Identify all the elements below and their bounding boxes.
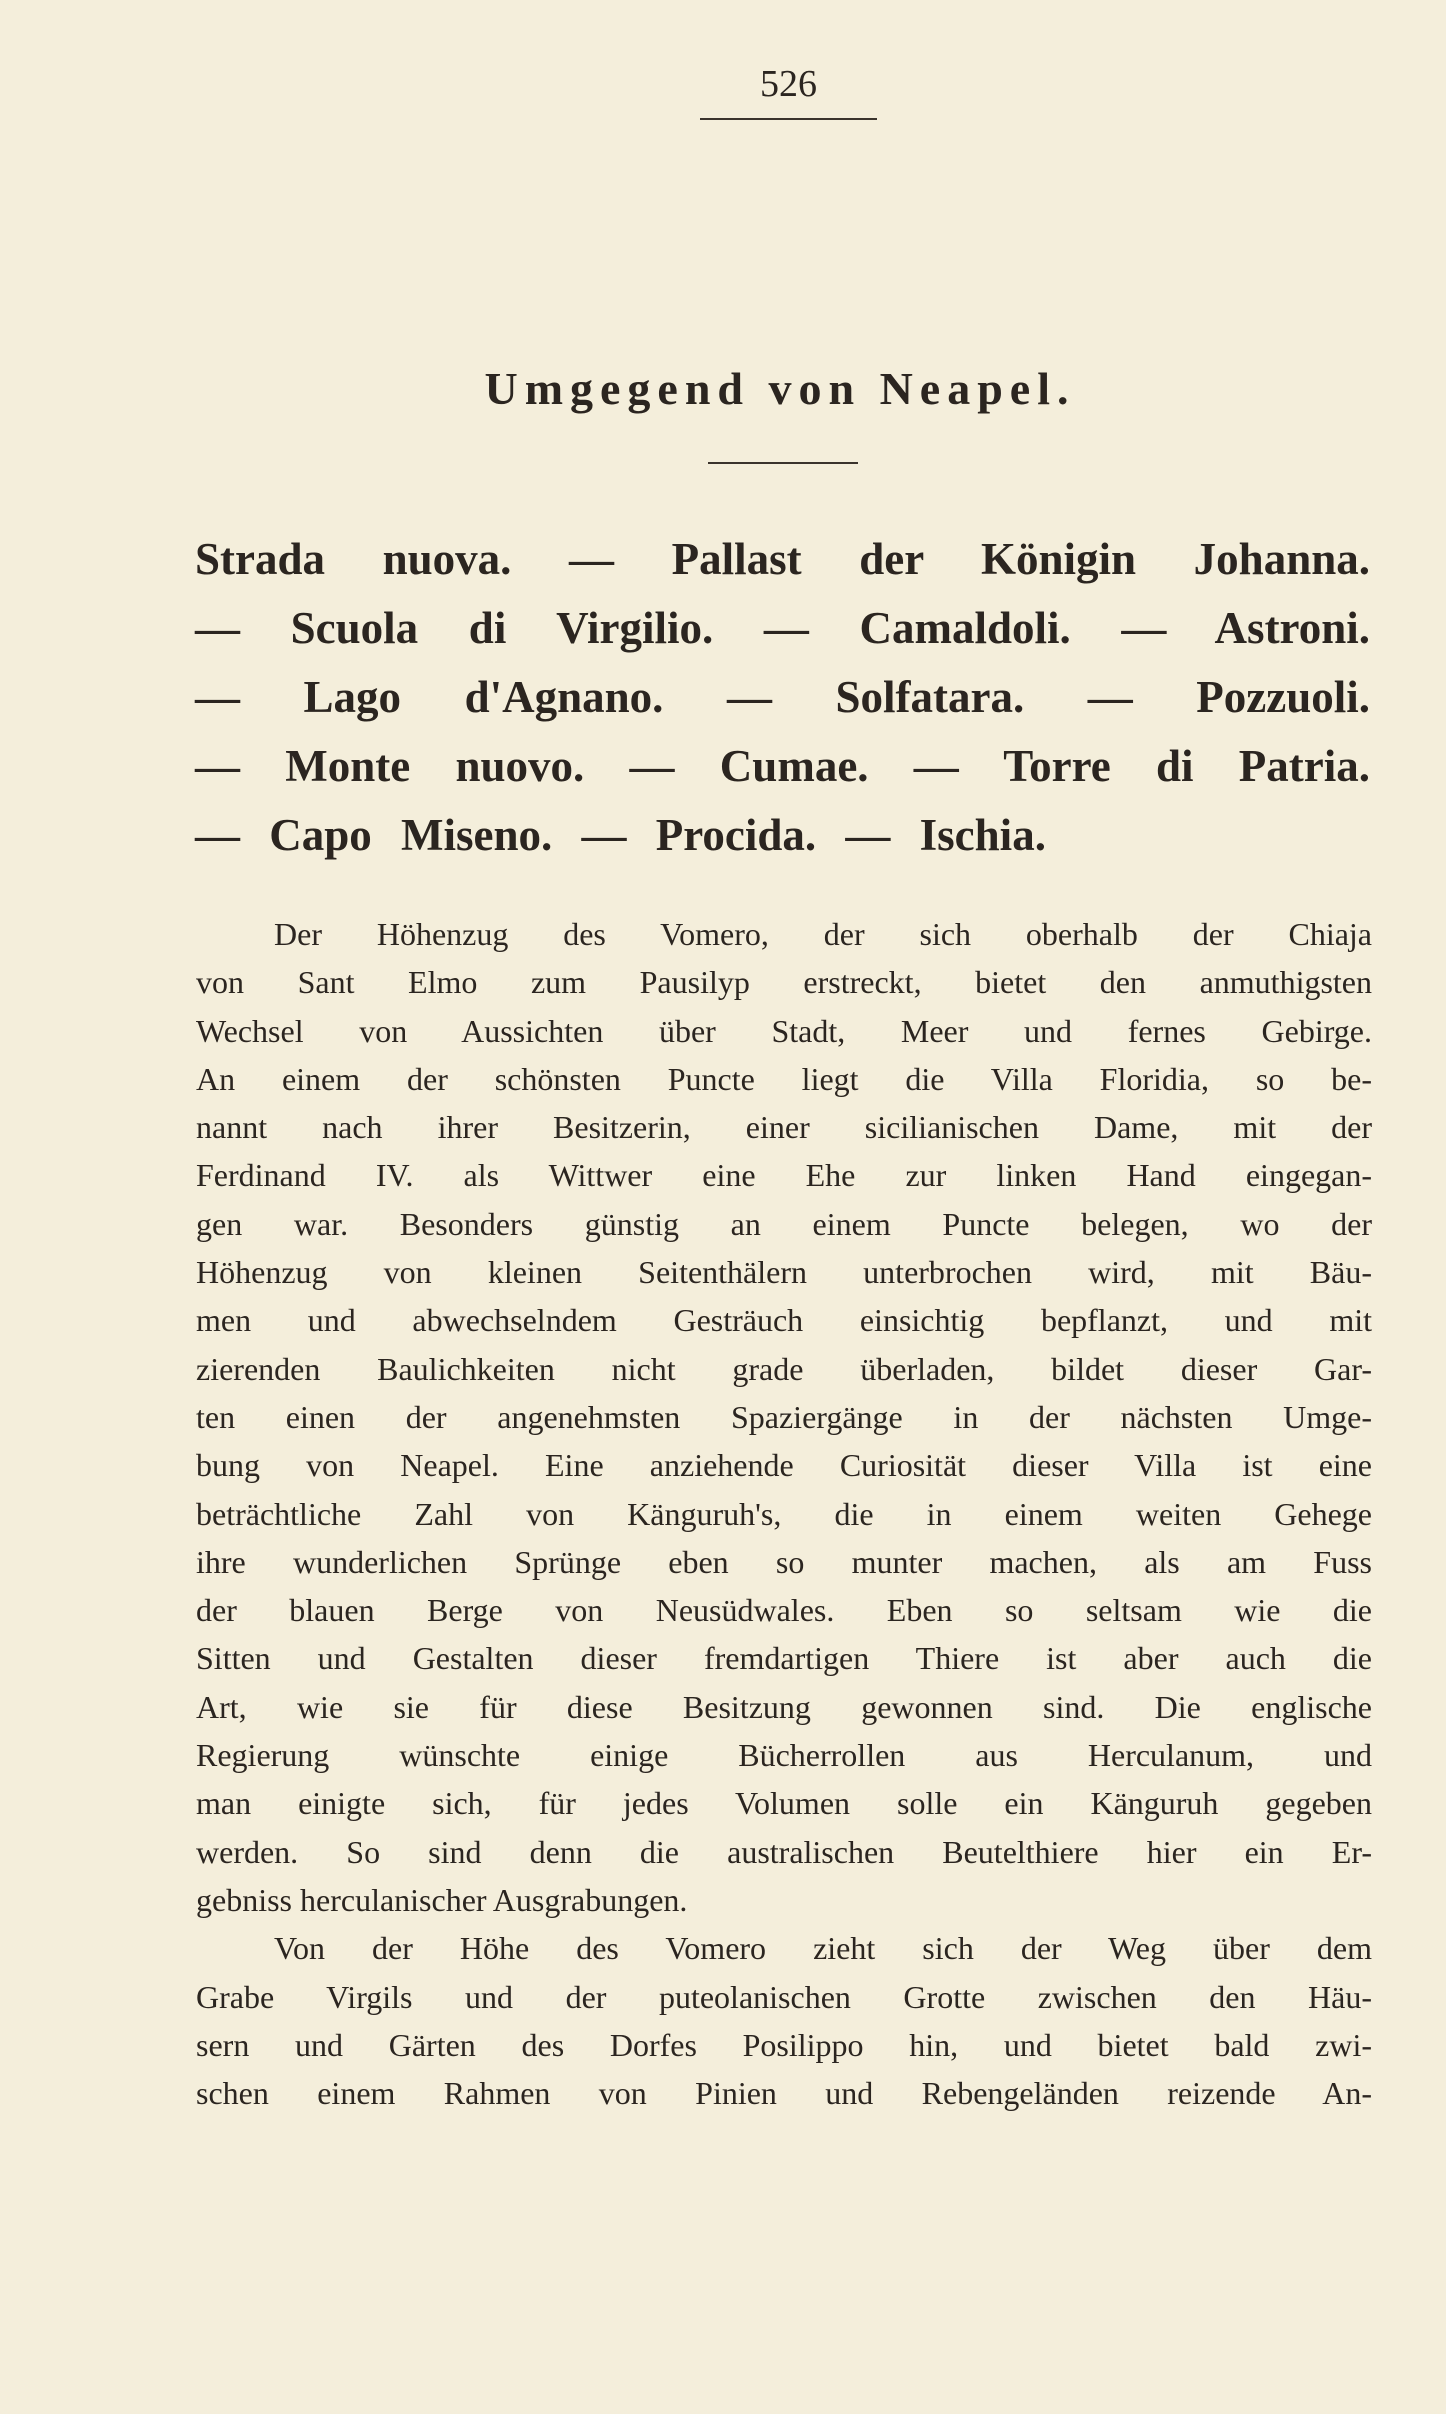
body-line: An einem der schönsten Puncte liegt die Villa Floridia, so be-	[196, 1060, 1372, 1097]
summary-line: — Capo Miseno. — Procida. — Ischia.	[195, 810, 1046, 860]
body-line: Wechsel von Aussichten über Stadt, Meer und fernes Gebirge.	[196, 1012, 1372, 1049]
body-line: von Sant Elmo zum Pausilyp erstreckt, bietet den anmuthigsten	[196, 964, 1372, 1001]
summary-line: — Scuola di Virgilio. — Camaldoli. — Astroni.	[195, 603, 1370, 653]
summary-line: — Monte nuovo. — Cumae. — Torre di Patria.	[195, 741, 1370, 791]
chapter-title: Umgegend von Neapel.	[484, 363, 1076, 414]
body-line: werden. So sind denn die australischen Beutelthiere hier ein Er-	[196, 1833, 1372, 1870]
body-line: gebniss herculanischer Ausgrabungen.	[196, 1881, 688, 1918]
body-line: ihre wunderlichen Sprünge eben so munter machen, als am Fuss	[196, 1543, 1372, 1580]
body-line: der blauen Berge von Neusüdwales. Eben so seltsam wie die	[196, 1592, 1372, 1629]
title-divider	[708, 462, 858, 464]
summary-line: Strada nuova. — Pallast der Königin Johanna.	[195, 534, 1370, 584]
body-line: man einigte sich, für jedes Volumen solle ein Känguruh gegeben	[196, 1785, 1372, 1822]
body-line: men und abwechselndem Gesträuch einsichtig bepflanzt, und mit	[196, 1302, 1372, 1339]
body-line: ten einen der angenehmsten Spaziergänge in der nächsten Umge-	[196, 1398, 1372, 1435]
body-line: schen einem Rahmen von Pinien und Rebengeländen reizende An-	[196, 2075, 1372, 2112]
body-line: Art, wie sie für diese Besitzung gewonnen sind. Die englische	[196, 1688, 1372, 1725]
body-line: sern und Gärten des Dorfes Posilippo hin, und bietet bald zwi-	[196, 2026, 1372, 2063]
body-line: Regierung wünschte einige Bücherrollen aus Herculanum, und	[196, 1737, 1372, 1774]
body-line: gen war. Besonders günstig an einem Puncte belegen, wo der	[196, 1205, 1372, 1242]
body-line: nannt nach ihrer Besitzerin, einer sicilianischen Dame, mit der	[196, 1109, 1372, 1146]
body-line: zierenden Baulichkeiten nicht grade überladen, bildet dieser Gar-	[196, 1350, 1372, 1387]
page-number: 526	[760, 63, 817, 105]
page-number-rule	[700, 118, 877, 120]
body-line: Von der Höhe des Vomero zieht sich der Weg über dem	[274, 1930, 1372, 1967]
body-line: Sitten und Gestalten dieser fremdartigen Thiere ist aber auch die	[196, 1640, 1372, 1677]
chapter-summary	[195, 525, 1370, 870]
body-line: beträchtliche Zahl von Känguruh's, die in einem weiten Gehege	[196, 1495, 1372, 1532]
body-line: Ferdinand IV. als Wittwer eine Ehe zur linken Hand eingegan-	[196, 1157, 1372, 1194]
summary-line: — Lago d'Agnano. — Solfatara. — Pozzuoli.	[195, 672, 1370, 722]
body-line: Der Höhenzug des Vomero, der sich oberhalb der Chiaja	[274, 916, 1372, 952]
body-line: Grabe Virgils und der puteolanischen Grotte zwischen den Häu-	[196, 1978, 1372, 2015]
body-line: bung von Neapel. Eine anziehende Curiosität dieser Villa ist eine	[196, 1447, 1372, 1484]
body-line: Höhenzug von kleinen Seitenthälern unterbrochen wird, mit Bäu-	[196, 1254, 1372, 1291]
body-text	[196, 910, 1372, 2117]
